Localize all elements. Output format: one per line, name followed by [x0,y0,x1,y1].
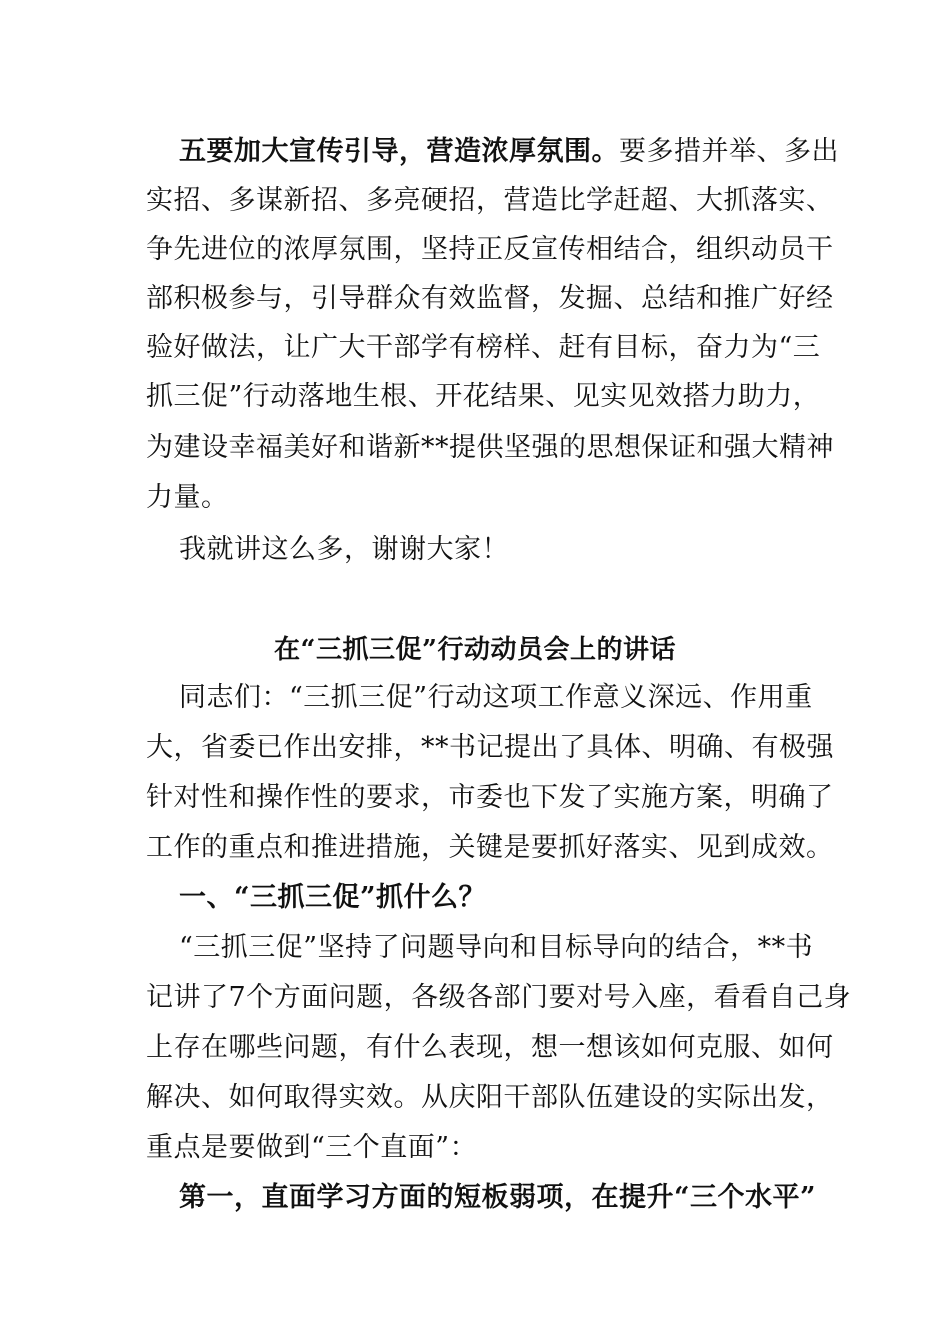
paragraph-line: 抓三促”行动落地生根、开花结果、见实见效搭力助力， [146,381,821,412]
subheading-first: 第一，直面学习方面的短板弱项，在提升“三个水平” [179,1182,817,1213]
paragraph-line: 解决、如何取得实效。从庆阳干部队伍建设的实际出发， [146,1082,834,1113]
intro-line: 大，省委已作出安排，**书记提出了具体、明确、有极强 [146,732,834,763]
paragraph-line: 上存在哪些问题，有什么表现，想一想该如何克服、如何 [146,1032,834,1063]
intro-line: 工作的重点和推进措施，关键是要抓好落实、见到成效。 [146,832,834,863]
point-five-heading: 五要加大宣传引导，营造浓厚氛围。 [179,136,619,167]
paragraph-first-line [179,132,839,172]
paragraph-line: 实招、多谋新招、多亮硬招，营造比学赶超、大抓落实、 [146,185,834,216]
paragraph-text: 要多措并举、多出 [619,136,839,167]
intro-line: 同志们：“三抓三促”行动这项工作意义深远、作用重 [179,682,813,713]
paragraph-line: 力量。 [146,482,229,513]
intro-line: 针对性和操作性的要求，市委也下发了实施方案，明确了 [146,782,834,813]
paragraph-line: 部积极参与，引导群众有效监督，发掘、总结和推广好经 [146,283,834,314]
paragraph-line: 记讲了7个方面问题，各级各部门要对号入座，看看自己身 [146,982,852,1013]
speech-title: 在“三抓三促”行动动员会上的讲话 [274,635,676,665]
section-heading-one: 一、“三抓三促”抓什么？ [179,882,487,913]
paragraph-line: 为建设幸福美好和谐新**提供坚强的思想保证和强大精神 [146,432,834,463]
paragraph-line: 争先进位的浓厚氛围，坚持正反宣传相结合，组织动员干 [146,234,834,265]
paragraph-line: 验好做法，让广大干部学有榜样、赶有目标，奋力为“三 [146,332,821,363]
closing-remark: 我就讲这么多，谢谢大家！ [179,534,509,565]
paragraph-line: 重点是要做到“三个直面”： [146,1132,478,1163]
paragraph-line: “三抓三促”坚持了问题导向和目标导向的结合，**书 [179,932,814,963]
